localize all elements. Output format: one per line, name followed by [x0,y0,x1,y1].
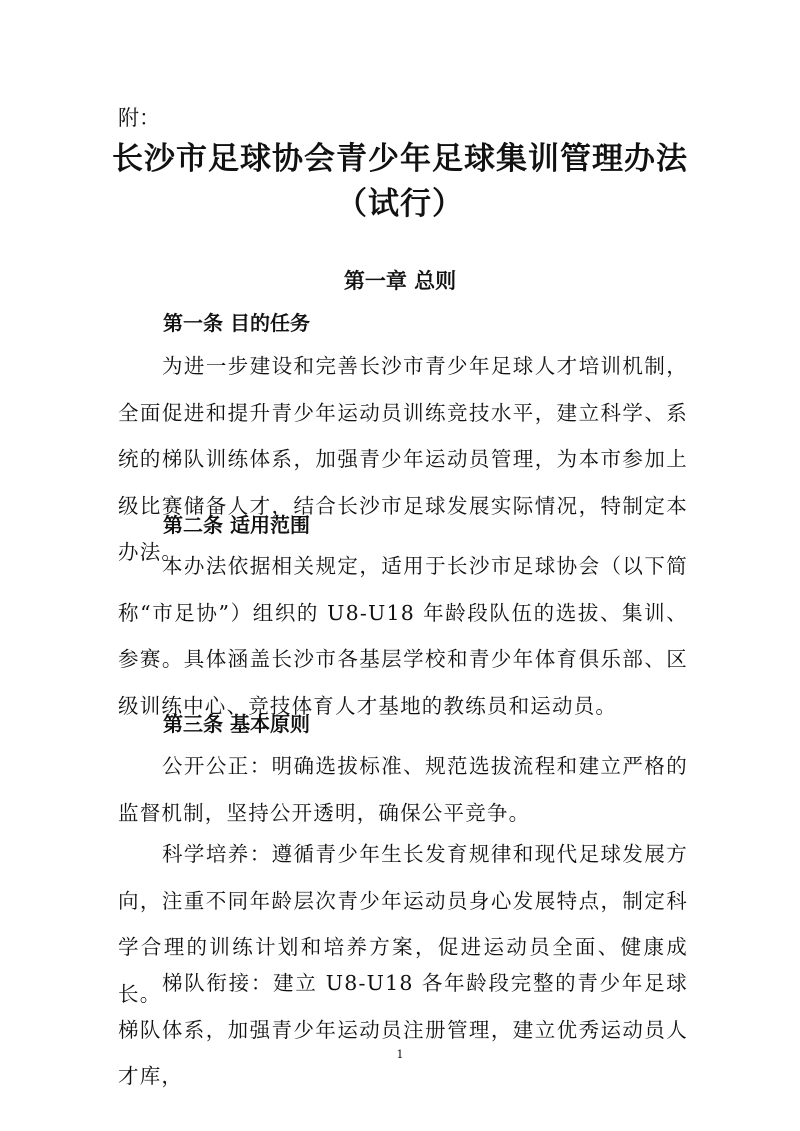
article-3-paragraph-3: 梯队衔接：建立 U8-U18 各年龄段完整的青少年足球梯队体系，加强青少年运动员注册管理，建立优秀运动员人才库， [118,971,688,1088]
attachment-label: 附： [118,106,160,130]
article-1-paragraph: 为进一步建设和完善长沙市青少年足球人才培训机制，全面促进和提升青少年运动员训练竞技水平，建立科学、系统的梯队训练体系，加强青少年运动员管理，为本市参加上级比赛储备人才，结合长沙市足球发展实际情况，特制定本办法。 [118,354,688,564]
page-number: 1 [396,1048,404,1061]
article-2-paragraph: 本办法依据相关规定，适用于长沙市足球协会（以下简称“市足协”）组织的 U8-U18 年龄段队伍的选拔、集训、参赛。具体涵盖长沙市各基层学校和青少年体育俱乐部、区级训练中心、竞技体育人才基地的教练员和运动员。 [118,554,688,718]
article-3-paragraph-2: 科学培养：遵循青少年生长发育规律和现代足球发展方向，注重不同年龄层次青少年运动员身心发展特点，制定科学合理的训练计划和培养方案，促进运动员全面、健康成长。 [118,842,688,1006]
article-3-heading: 第三条 基本原则 [163,712,310,736]
document-subtitle: （试行） [336,186,464,222]
article-3-paragraph-1: 公开公正：明确选拔标准、规范选拔流程和建立严格的监督机制，坚持公开透明，确保公平竞争。 [118,754,688,825]
article-1-heading: 第一条 目的任务 [163,311,310,335]
chapter-heading: 第一章 总则 [343,269,457,293]
article-2-heading: 第二条 适用范围 [163,513,310,537]
document-title: 长沙市足球协会青少年足球集训管理办法 [112,141,688,177]
